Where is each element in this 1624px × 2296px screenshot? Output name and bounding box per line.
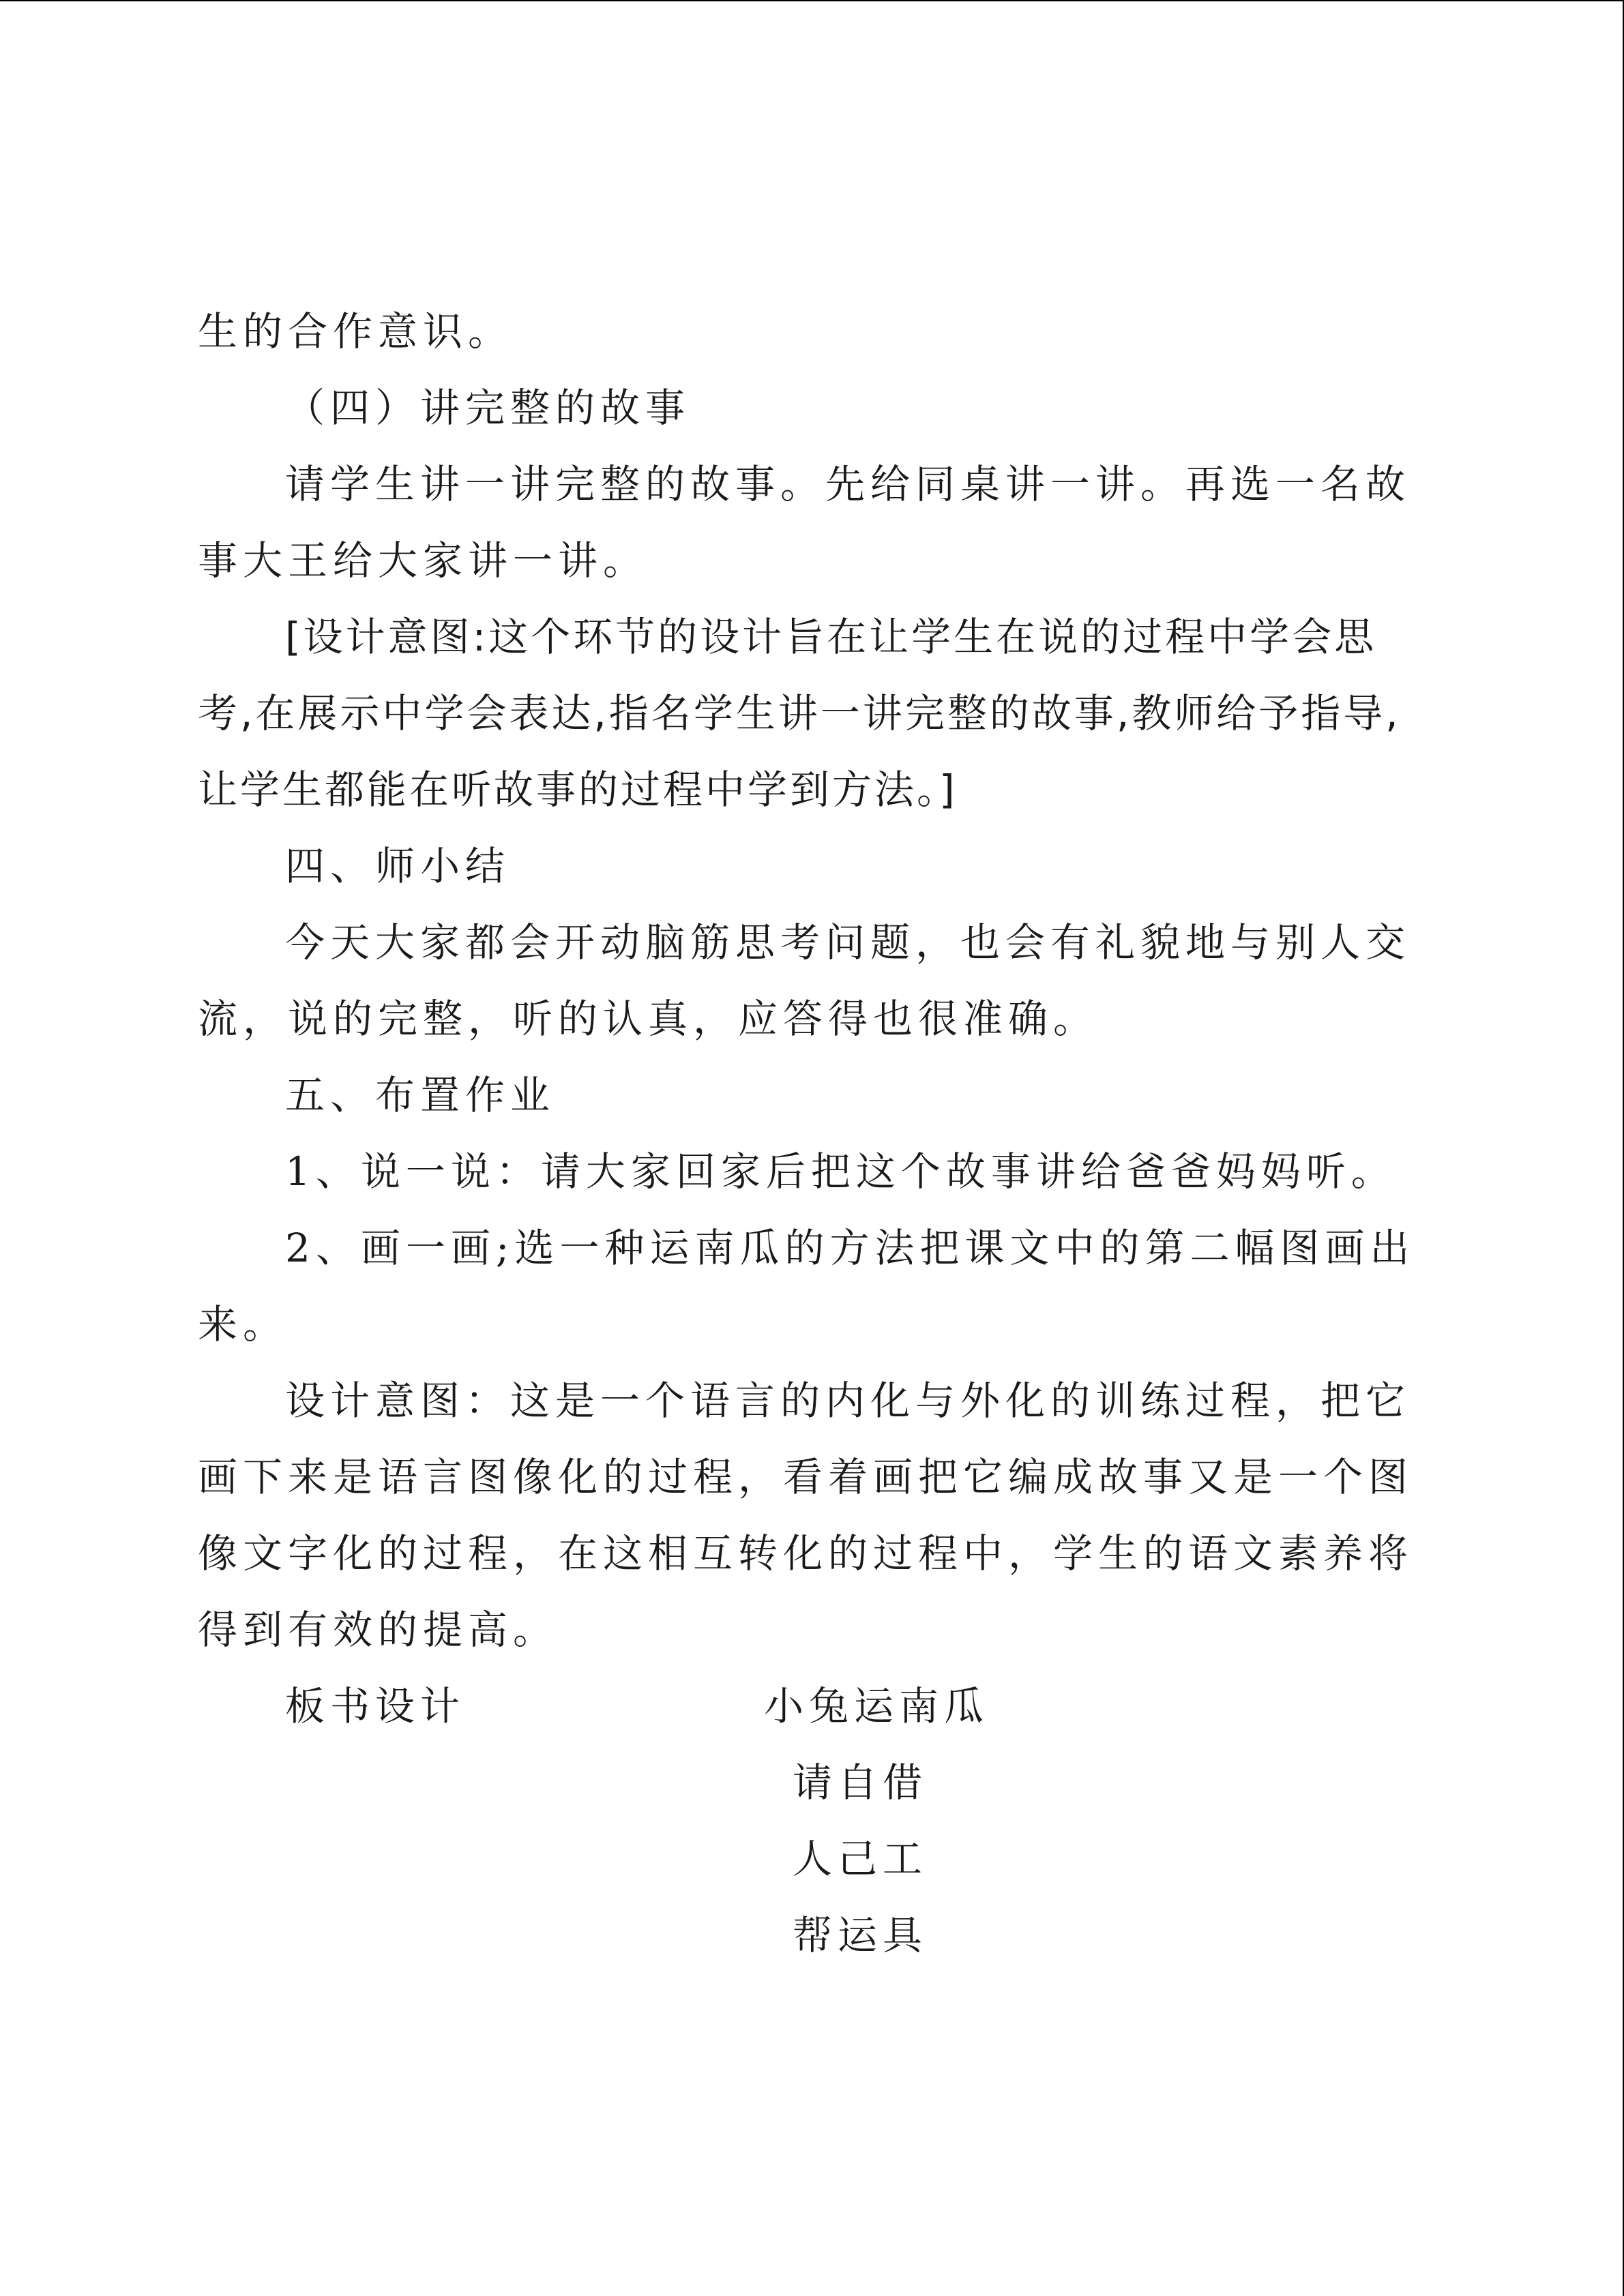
homework-item-1: 1、说一说：请大家回家后把这个故事讲给爸爸妈妈听。 — [285, 1148, 1396, 1195]
section-4-body: 请学生讲一讲完整的故事。先给同桌讲一讲。再选一名故事大王给大家讲一讲。 — [198, 461, 1411, 584]
board-line: 帮运具 — [793, 1912, 928, 1958]
summary-body: 今天大家都会开动脑筋思考问题，也会有礼貌地与别人交流，说的完整，听的认真，应答得也很准确。 — [198, 919, 1411, 1042]
board-line: 请自借 — [793, 1759, 928, 1806]
summary-heading: 四、师小结 — [285, 843, 511, 889]
board-title: 小兔运南瓜 — [764, 1683, 990, 1729]
homework-heading: 五、布置作业 — [285, 1072, 556, 1118]
document-body — [198, 293, 1426, 1982]
board-line: 人己工 — [793, 1836, 928, 1882]
design-note-2: 设计意图：这是一个语言的内化与外化的训练过程，把它画下来是语言图像化的过程，看着画把它编成故事又是一个图像文字化的过程，在这相互转化的过程中，学生的语文素养将得到有效的提高。 — [198, 1377, 1414, 1653]
board-label: 板书设计 — [285, 1683, 466, 1729]
section-heading-4: （四）讲完整的故事 — [285, 385, 691, 431]
homework-item-2: 2、画一画;选一种运南瓜的方法把课文中的第二幅图画出来。 — [198, 1225, 1415, 1347]
design-note-1: [设计意图:这个环节的设计旨在让学生在说的过程中学会思考,在展示中学会表达,指名学生讲一讲完整的故事,教师给予指导,让学生都能在听故事的过程中学到方法。] — [198, 614, 1401, 813]
paragraph-continuation: 生的合作意识。 — [198, 308, 514, 355]
board-design — [198, 1668, 1426, 1982]
